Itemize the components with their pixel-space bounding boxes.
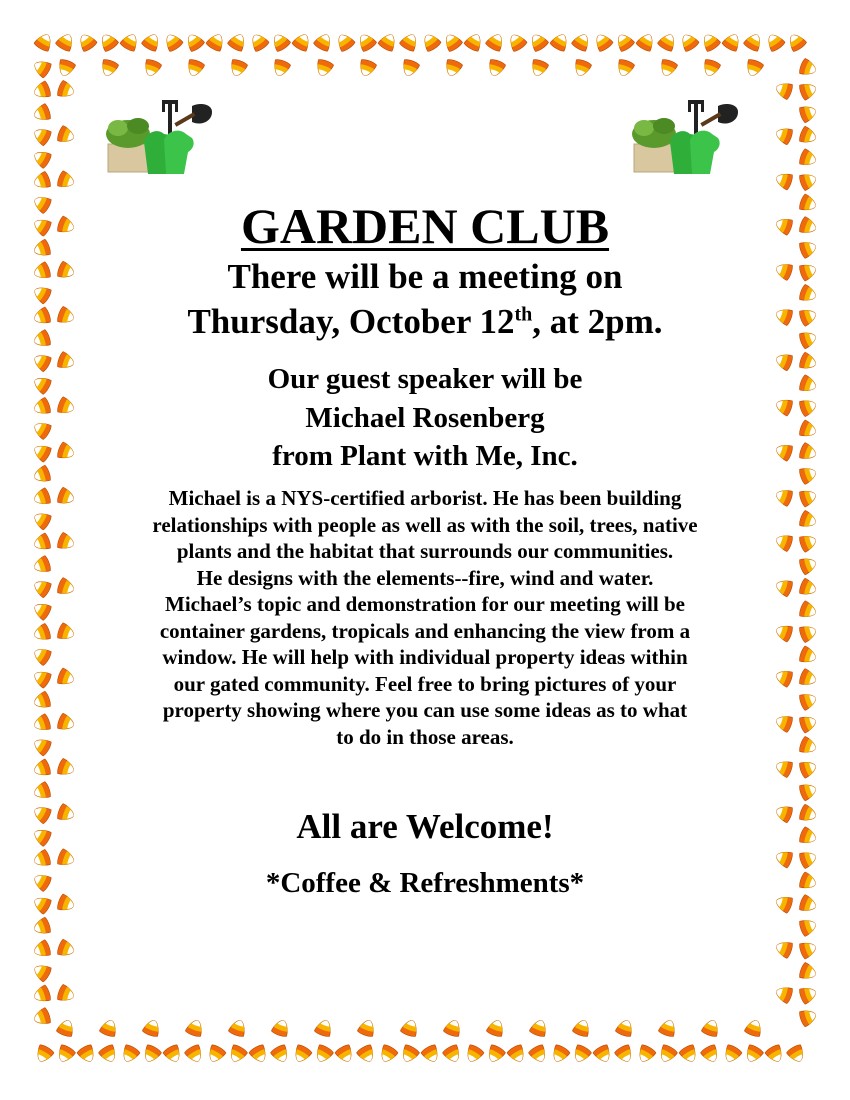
candy-corn-icon (549, 1044, 571, 1065)
candy-corn-icon (798, 352, 818, 372)
candy-corn-icon (443, 1018, 463, 1038)
candy-corn-icon (334, 1044, 356, 1065)
meeting-date: Thursday, October 12 (187, 302, 515, 341)
candy-corn-icon (798, 397, 818, 417)
candy-corn-icon (356, 1044, 378, 1065)
candy-corn-icon (400, 58, 420, 78)
bio-line: window. He will help with individual property ideas within (162, 645, 688, 669)
candy-corn-icon (744, 1018, 764, 1038)
candy-corn-icon (798, 917, 818, 937)
candy-corn-icon (774, 351, 794, 371)
candy-corn-icon (764, 31, 786, 53)
speaker-company: from Plant with Me, Inc. (272, 440, 578, 472)
candy-corn-icon (56, 216, 76, 236)
candy-corn-icon (32, 465, 52, 485)
candy-corn-icon (142, 58, 162, 78)
candy-corn-icon (774, 532, 794, 552)
candy-corn-icon (314, 58, 334, 78)
candy-corn-icon (485, 1044, 507, 1065)
candy-corn-icon (798, 984, 818, 1004)
candy-corn-icon (774, 125, 794, 145)
candy-corn-icon (614, 1044, 636, 1065)
candy-corn-icon (774, 487, 794, 507)
candy-corn-icon (798, 600, 818, 620)
candy-corn-icon (486, 58, 506, 78)
candy-corn-icon (798, 239, 818, 259)
candy-corn-icon (31, 803, 52, 825)
candy-corn-icon (774, 893, 794, 913)
candy-corn-icon (529, 58, 549, 78)
candy-corn-icon (31, 147, 52, 169)
candy-corn-icon (32, 397, 52, 417)
candy-corn-icon (76, 31, 98, 53)
candy-corn-icon (572, 1018, 592, 1038)
candy-corn-icon (31, 825, 52, 847)
candy-corn-icon (485, 31, 507, 52)
candy-corn-icon (657, 1044, 679, 1065)
candy-corn-icon (55, 1044, 77, 1065)
candy-corn-icon (529, 1018, 549, 1038)
candy-corn-icon (377, 31, 399, 52)
candy-corn-icon (774, 622, 794, 642)
candy-corn-icon (798, 849, 818, 869)
candy-corn-icon (56, 622, 76, 642)
candy-corn-icon (313, 31, 335, 52)
candy-corn-icon (721, 31, 743, 52)
candy-corn-icon (571, 1044, 593, 1065)
candy-corn-icon (506, 31, 528, 53)
candy-corn-icon (32, 849, 52, 869)
candy-corn-icon (32, 81, 52, 101)
candy-corn-icon (56, 306, 76, 326)
candy-corn-icon (774, 170, 794, 190)
candy-corn-icon (774, 80, 794, 100)
candy-corn-icon (635, 1044, 657, 1065)
candy-corn-icon (32, 939, 52, 959)
candy-corn-icon (248, 1044, 270, 1065)
candy-corn-icon (33, 31, 55, 52)
candy-corn-icon (183, 31, 205, 53)
candy-corn-icon (56, 532, 76, 552)
candy-corn-icon (99, 58, 119, 78)
bio-line: plants and the habitat that surrounds our communities. (176, 539, 674, 563)
candy-corn-icon (32, 171, 52, 191)
candy-corn-icon (549, 31, 571, 52)
bio-line: relationships with people as well as with the soil, trees, native (152, 512, 698, 537)
candy-corn-icon (31, 893, 52, 915)
candy-corn-icon (31, 735, 52, 757)
candy-corn-icon (334, 31, 356, 53)
candy-corn-icon (798, 420, 818, 440)
candy-corn-icon (31, 283, 52, 305)
candy-corn-icon (314, 1018, 334, 1038)
candy-corn-icon (31, 351, 52, 373)
candy-corn-icon (798, 736, 818, 756)
candy-corn-icon (701, 1018, 721, 1038)
candy-corn-icon (441, 31, 463, 53)
candy-corn-icon (798, 939, 818, 959)
candy-corn-icon (774, 713, 794, 733)
candy-corn-icon (798, 872, 818, 892)
candy-corn-icon (32, 917, 52, 937)
refreshments-text: *Coffee & Refreshments* (265, 867, 585, 899)
candy-corn-icon (56, 668, 76, 688)
speaker-bio (90, 485, 760, 750)
welcome-text: All are Welcome! (296, 807, 554, 846)
candy-corn-icon (774, 939, 794, 959)
candy-corn-icon (798, 194, 818, 214)
bio-line: Michael is a NYS-certified arborist. He has been building (168, 486, 682, 510)
candy-corn-icon (32, 713, 52, 733)
candy-corn-icon (442, 1044, 464, 1065)
candy-corn-icon (142, 1018, 162, 1038)
candy-corn-icon (699, 31, 721, 53)
candy-corn-icon (399, 31, 421, 52)
candy-corn-icon (615, 58, 635, 78)
candy-corn-icon (798, 80, 818, 100)
candy-corn-icon (774, 803, 794, 823)
candy-corn-icon (743, 1044, 765, 1065)
candy-corn-icon (592, 31, 614, 53)
candy-corn-icon (31, 645, 52, 667)
candy-corn-icon (798, 1007, 818, 1027)
candy-corn-icon (774, 758, 794, 778)
candy-corn-icon (357, 58, 377, 78)
candy-corn-icon (798, 103, 818, 123)
candy-corn-icon (56, 80, 76, 100)
bio-line: container gardens, tropicals and enhancing the view from a (159, 618, 691, 643)
candy-corn-icon (228, 58, 248, 78)
candy-corn-icon (774, 261, 794, 281)
candy-corn-icon (291, 31, 313, 52)
candy-corn-icon (31, 667, 52, 689)
candy-corn-icon (701, 58, 721, 78)
candy-corn-icon (798, 826, 818, 846)
meeting-announcement (95, 254, 755, 344)
candy-corn-icon (185, 58, 205, 78)
candy-corn-icon (506, 1044, 528, 1065)
candy-corn-icon (119, 31, 141, 52)
candy-corn-icon (798, 668, 818, 688)
candy-corn-icon (420, 31, 442, 53)
candy-corn-icon (798, 465, 818, 485)
candy-corn-icon (798, 510, 818, 530)
candy-corn-icon (678, 31, 700, 53)
candy-corn-icon (764, 1044, 786, 1065)
candy-corn-icon (141, 31, 163, 52)
candy-corn-icon (355, 31, 377, 53)
candy-corn-icon (443, 58, 463, 78)
candy-corn-icon (400, 1018, 420, 1038)
candy-corn-icon (571, 31, 593, 52)
candy-corn-icon (56, 894, 76, 914)
candy-corn-icon (744, 58, 764, 78)
candy-corn-icon (162, 1044, 184, 1065)
candy-corn-icon (56, 261, 76, 281)
bio-line: to do in those areas. (336, 724, 514, 749)
candy-corn-icon (32, 239, 52, 259)
candy-corn-icon (228, 1018, 248, 1038)
candy-corn-icon (31, 871, 52, 893)
candy-corn-icon (31, 419, 52, 441)
candy-corn-icon (56, 396, 76, 416)
candy-corn-icon (528, 1044, 550, 1065)
candy-corn-icon (185, 1018, 205, 1038)
bio-line: property showing where you can use some ideas as to what (162, 698, 688, 722)
candy-corn-icon (32, 307, 52, 327)
candy-corn-icon (774, 577, 794, 597)
candy-corn-icon (572, 58, 592, 78)
candy-corn-icon (32, 1007, 52, 1027)
candy-corn-icon (32, 623, 52, 643)
candy-corn-icon (774, 667, 794, 687)
candy-corn-icon (56, 848, 76, 868)
candy-corn-icon (313, 1044, 335, 1065)
candy-corn-icon (56, 170, 76, 190)
candy-corn-icon (657, 31, 679, 52)
candy-corn-icon (798, 216, 818, 236)
candy-corn-icon (32, 691, 52, 711)
candy-corn-icon (463, 31, 485, 52)
candy-corn-icon (700, 1044, 722, 1065)
candy-corn-icon (271, 58, 291, 78)
candy-corn-icon (76, 1044, 98, 1065)
candy-corn-icon (774, 215, 794, 235)
candy-corn-icon (56, 758, 76, 778)
candy-corn-icon (798, 442, 818, 462)
candy-corn-icon (119, 1044, 141, 1065)
candy-corn-icon (463, 1044, 485, 1065)
candy-corn-icon (635, 31, 657, 52)
candy-corn-icon (32, 759, 52, 779)
candy-corn-icon (798, 962, 818, 982)
candy-corn-icon (798, 148, 818, 168)
candy-corn-icon (399, 1044, 421, 1065)
candy-corn-icon (291, 1044, 313, 1065)
speaker-line-1: Our guest speaker will be (267, 363, 583, 395)
garden-tools-gloves-plant-icon (104, 98, 216, 178)
candy-corn-icon (248, 31, 270, 53)
candy-corn-icon (98, 1044, 120, 1065)
meeting-line-1: There will be a meeting on (227, 257, 623, 296)
candy-corn-icon (55, 31, 77, 52)
candy-corn-icon (798, 713, 818, 733)
candy-corn-icon (798, 374, 818, 394)
candy-corn-icon (56, 713, 76, 733)
candy-corn-icon (798, 306, 818, 326)
candy-corn-icon (420, 1044, 442, 1065)
page-title: GARDEN CLUB (240, 198, 610, 254)
candy-corn-icon (32, 533, 52, 553)
candy-corn-icon (798, 171, 818, 191)
candy-corn-icon (798, 781, 818, 801)
candy-corn-icon (774, 396, 794, 416)
candy-corn-icon (774, 306, 794, 326)
candy-corn-icon (798, 758, 818, 778)
candy-corn-icon (56, 58, 76, 78)
candy-corn-icon (162, 31, 184, 53)
candy-corn-icon (32, 487, 52, 507)
candy-corn-icon (798, 532, 818, 552)
candy-corn-icon (56, 442, 76, 462)
candy-corn-icon (798, 623, 818, 643)
bio-line: our gated community. Feel free to bring pictures of your (173, 671, 677, 696)
candy-corn-icon (31, 57, 52, 79)
candy-corn-icon (798, 691, 818, 711)
meeting-time: , at 2pm. (532, 302, 663, 341)
speaker-name: Michael Rosenberg (305, 401, 545, 434)
candy-corn-icon (269, 31, 291, 53)
candy-corn-icon (798, 894, 818, 914)
candy-corn-icon (227, 1044, 249, 1065)
candy-corn-icon (56, 487, 76, 507)
candy-corn-icon (56, 939, 76, 959)
candy-corn-icon (357, 1018, 377, 1038)
candy-corn-icon (32, 985, 52, 1005)
candy-corn-icon (31, 577, 52, 599)
candy-corn-icon (798, 555, 818, 575)
candy-corn-icon (56, 577, 76, 597)
candy-corn-icon (678, 1044, 700, 1065)
candy-corn-icon (56, 984, 76, 1004)
candy-corn-icon (31, 215, 52, 237)
candy-corn-icon (33, 1044, 55, 1065)
candy-corn-icon (798, 487, 818, 507)
candy-corn-icon (32, 555, 52, 575)
candy-corn-icon (227, 31, 249, 52)
candy-corn-icon (785, 31, 807, 53)
candy-corn-icon (184, 1044, 206, 1065)
candy-corn-icon (721, 1044, 743, 1065)
candy-corn-icon (798, 646, 818, 666)
bio-line: He designs with the elements--fire, wind and water. (196, 565, 654, 590)
candy-corn-icon (743, 31, 765, 52)
candy-corn-icon (798, 126, 818, 146)
candy-corn-icon (592, 1044, 614, 1065)
candy-corn-icon (798, 329, 818, 349)
candy-corn-icon (798, 261, 818, 281)
candy-corn-icon (56, 803, 76, 823)
candy-corn-icon (271, 1018, 291, 1038)
candy-corn-icon (97, 31, 119, 53)
candy-corn-icon (99, 1018, 119, 1038)
candy-corn-icon (31, 441, 52, 463)
candy-corn-icon (56, 1018, 76, 1038)
candy-corn-icon (32, 329, 52, 349)
candy-corn-icon (31, 125, 52, 147)
candy-corn-icon (486, 1018, 506, 1038)
candy-corn-icon (31, 961, 52, 983)
candy-corn-icon (798, 284, 818, 304)
candy-corn-icon (32, 781, 52, 801)
candy-corn-icon (31, 193, 52, 215)
candy-corn-icon (56, 351, 76, 371)
candy-corn-icon (786, 1044, 808, 1065)
candy-corn-icon (32, 103, 52, 123)
garden-tools-gloves-plant-icon (630, 98, 742, 178)
candy-corn-icon (798, 58, 818, 78)
candy-corn-icon (527, 31, 549, 53)
candy-corn-icon (613, 31, 635, 53)
candy-corn-icon (31, 373, 52, 395)
candy-corn-icon (205, 1044, 227, 1065)
candy-corn-icon (658, 58, 678, 78)
candy-corn-icon (774, 984, 794, 1004)
candy-corn-icon (31, 509, 52, 531)
candy-corn-icon (32, 261, 52, 281)
candy-corn-icon (615, 1018, 635, 1038)
candy-corn-icon (774, 441, 794, 461)
date-suffix: th (514, 303, 533, 326)
meeting-line-2 (95, 299, 755, 344)
candy-corn-icon (658, 1018, 678, 1038)
candy-corn-icon (774, 848, 794, 868)
candy-corn-icon (270, 1044, 292, 1065)
candy-corn-icon (141, 1044, 163, 1065)
candy-corn-icon (377, 1044, 399, 1065)
candy-corn-icon (56, 125, 76, 145)
guest-speaker (95, 360, 755, 476)
candy-corn-icon (798, 578, 818, 598)
candy-corn-icon (205, 31, 227, 52)
bio-line: Michael’s topic and demonstration for our meeting will be (165, 592, 685, 616)
candy-corn-icon (798, 804, 818, 824)
candy-corn-icon (31, 599, 52, 621)
